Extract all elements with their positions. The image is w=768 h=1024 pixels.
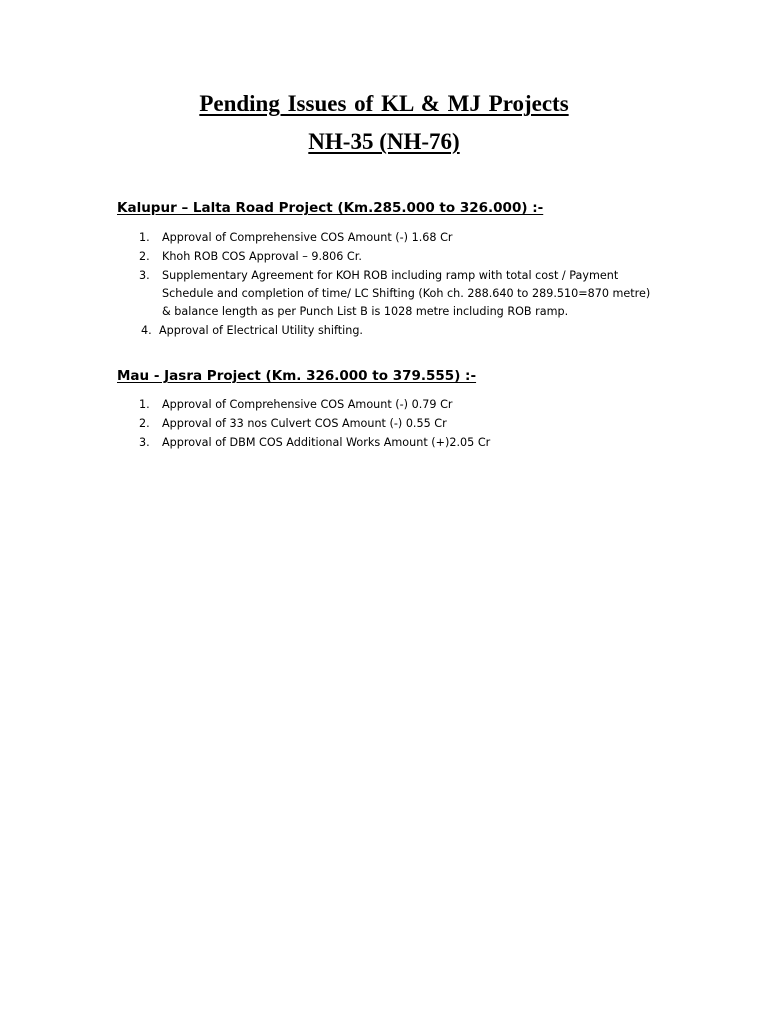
list-item-number: 1. <box>139 231 150 244</box>
list-item <box>0 229 662 247</box>
list-item <box>0 434 662 452</box>
list-item <box>0 415 662 433</box>
pending-issues-list-mau-jasra <box>0 396 662 454</box>
list-item <box>0 322 659 340</box>
list-item-text: Approval of Comprehensive COS Amount (-) 1.68 Cr <box>162 231 453 244</box>
list-item-number: 2. <box>139 250 150 264</box>
section-heading-mau-jasra: Mau - Jasra Project (Km. 326.000 to 379.555) :- <box>117 368 477 384</box>
pending-issues-list-kalupur-lalta <box>0 229 662 341</box>
list-item-number: 2. <box>139 417 150 431</box>
list-item <box>0 267 662 320</box>
list-item-number: 4. <box>141 323 152 337</box>
list-item-text: Approval of DBM COS Additional Works Amount (+)2.05 Cr <box>162 436 491 450</box>
section-heading-kalupur-lalta: Kalupur – Lalta Road Project (Km.285.000 to 326.000) :- <box>117 200 544 216</box>
list-item-number: 1. <box>139 398 150 411</box>
document-title: Pending Issues of KL & MJ Projects <box>199 91 569 116</box>
list-item-number: 3. <box>139 436 150 450</box>
list-item-text: Supplementary Agreement for KOH ROB including ramp with total cost / Payment Schedule and completion of time/ LC Shifting (Koh ch. 288.640 to 289.510=870 metre) & balance length as per Punch List B is 1028 metre including ROB ramp. <box>162 269 651 318</box>
list-item-text: Approval of Comprehensive COS Amount (-) 0.79 Cr <box>162 398 453 411</box>
list-item <box>0 396 662 414</box>
list-item-text: Khoh ROB COS Approval – 9.806 Cr. <box>162 250 362 264</box>
list-item <box>0 248 662 266</box>
list-item-text: Approval of 33 nos Culvert COS Amount (-) 0.55 Cr <box>162 417 447 431</box>
list-item-number: 3. <box>139 269 150 283</box>
list-item-text: Approval of Electrical Utility shifting. <box>159 323 363 337</box>
document-subtitle: NH-35 (NH-76) <box>308 129 460 154</box>
